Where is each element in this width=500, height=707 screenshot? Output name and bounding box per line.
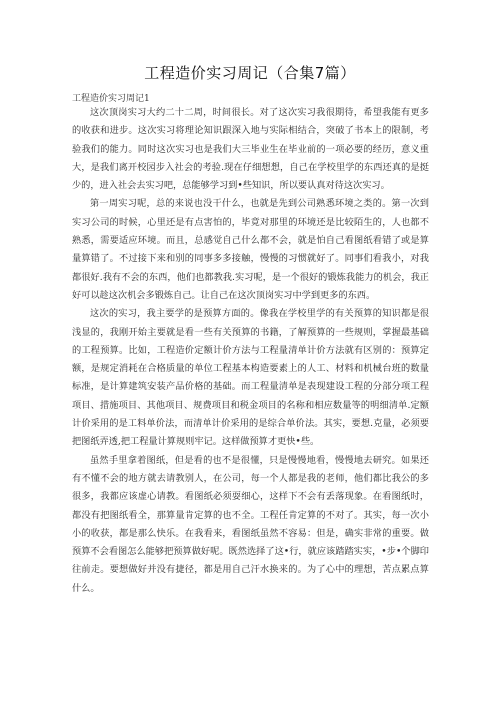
document-title: 工程造价实习周记（合集7篇）	[144, 64, 356, 82]
section-heading: 工程造价实习周记1	[72, 94, 150, 104]
paragraph-3: 这次的实习，我主要学的是预算方面的。像我在学校里学的有关预算的知识都是很浅显的，我刚开始主要就是看一些有关预算的书籍，了解预算的一些规则，掌握最基础的工程预算。比如，工程造价定额计价方法与工程量清单计价方法就有区别的：预算定额，是规定消耗在合格质量的单位工程基本构造要素上的人工、材料和机械台班的数量标准，是计算建筑安装产品价格的基础。而工程量清单是表现建设工程的分部分项工程项目、措施项目、其他项目、规费项目和税金项目的名称和相应数量等的明细清单.定额计价采用的是工料单价法，而清单计价采用的是综合单价法。其实，要想.克量，必须要把图纸弄透,把工程量计算规则牢记。这样做预算才更快•些。	[72, 308, 429, 448]
paragraph-2: 第一周实习呢，总的来说也没干什么，也就是先到公司熟悉环境之类的。第一次到实习公司的时候，心里还是有点害怕的，毕竟对那里的环境还是比较陌生的，人也都不熟悉，需要适应环境。而且，总感觉自己什么都不会，就是怕自己看图纸看错了或是算量算错了。不过接下来和别的同事多多接触，慢慢的习惯就好了。同事们看我小，对我都很好.我有不会的东西，他们也都教我.实习呢，是一个很好的锻炼我能力的机会，我正好可以趁这次机会多锻炼自己。让自己在这次顶岗实习中学到更多的东西。	[72, 198, 429, 301]
paragraph-1: 这次顶岗实习大约二十二周，时间很长。对了这次实习我很期待，希望我能有更多的收获和进步。这次实习将理论知识跟深入地与实际相结合，突破了书本上的限制，考验我们的能力。同时这次实习也是我们大三毕业生在毕业前的一项必要的经历，意义重大，是我们离开校园步入社会的考验.现在仔细想想，自己在学校里学的东西还真的是挺少的，进入社会去实习吧，总能够学习到•些知识，所以要认真对待这次实习。	[72, 107, 429, 192]
document-body	[72, 104, 429, 598]
paragraph-4: 虽然手里拿着图纸，但是看的也不是很懂，只是慢慢地看，慢慢地去研究。如果还有不懂不会的地方就去请教别人，在公司，每一个人都是我的老师，他们都比我公的多很多，我都应该虚心请教。看图纸必须耍细心，这样下不会有丢落现象。在看图纸时，都没有把图纸看全，那算量肯定算的也不全。工程任肯定算的不对了。其实，每一次小小的收获，都是那么快乐。在我看来，看图纸虽然不容易：但是，确实非常的重要。做预算不会看图怎么能够把预算做好呢。既然选择了这•行，就应该踏踏实实，•步•个脚印往前走。要想做好并没有捷径，都是用自己汗水换来的。为了心中的理想，苦点累点算什么。	[72, 454, 429, 594]
